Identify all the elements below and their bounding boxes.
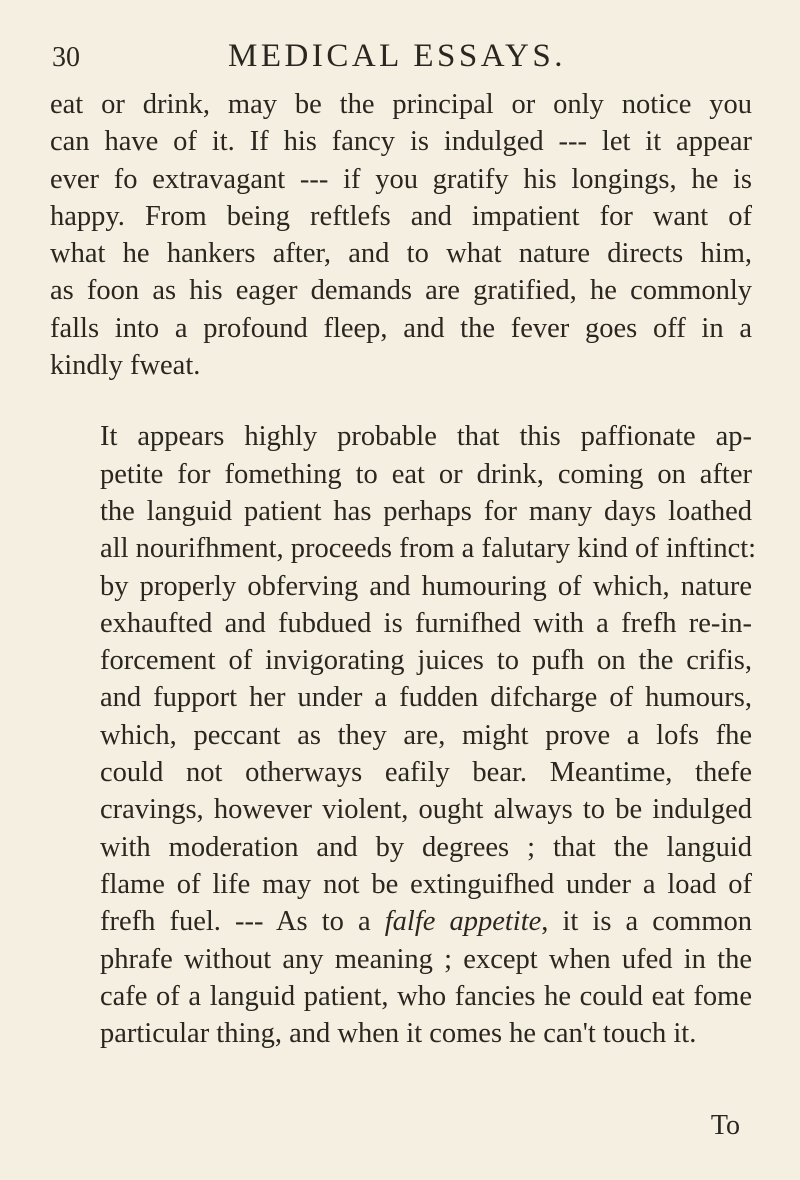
body-text [50, 86, 757, 1052]
text-line: the languid patient has perhaps for many days loathed [100, 495, 752, 527]
text-line: by properly obferving and humouring of which, nature [100, 570, 752, 602]
text-line: eat or drink, may be the principal or only notice you [50, 89, 752, 120]
text-run: frefh fuel. --- As to a [100, 906, 385, 938]
text-line: It appears highly probable that this paffionate ap- [100, 421, 752, 453]
text-line: can have of it. If his fancy is indulged --- let it appear [50, 126, 752, 158]
text-line: happy. From being reftlefs and impatient for want of [50, 200, 752, 232]
paragraph-2 [50, 418, 757, 1052]
italic-phrase: falfe appetite [384, 906, 542, 938]
page-header [50, 40, 750, 80]
text-line: petite for fomething to eat or drink, coming on after [100, 458, 752, 490]
text-line: and fupport her under a fudden difcharge of humours, [100, 682, 752, 714]
text-line: forcement of invigorating juices to pufh on the crifis, [100, 645, 752, 677]
text-line: ever fo extravagant --- if you gratify his longings, he is [50, 163, 752, 195]
running-title: MEDICAL ESSAYS. [228, 38, 566, 74]
text-line: what he hankers after, and to what nature directs him, [50, 238, 752, 270]
text-line: which, peccant as they are, might prove a lofs fhe [100, 719, 752, 751]
text-line: phrafe without any meaning ; except when ufed in the [100, 943, 752, 975]
text-line: as foon as his eager demands are gratified, he commonly [50, 275, 752, 307]
paragraph-1 [50, 86, 752, 384]
text-line: cravings, however violent, ought always to be indulged [100, 794, 752, 826]
text-line: with moderation and by degrees ; that the languid [100, 831, 752, 863]
text-line: falls into a profound fleep, and the fever goes off in a [50, 312, 752, 344]
text-line-with-italic [50, 903, 752, 940]
page-number: 30 [52, 42, 80, 73]
catchword: To [710, 1110, 740, 1141]
text-line: exhaufted and fubdued is furnifhed with a frefh re-in- [100, 607, 752, 639]
text-run: , it is a common [541, 906, 752, 938]
text-line: could not otherways eafily bear. Meantime, thefe [100, 757, 752, 789]
text-line: flame of life may not be extinguifhed under a load of [100, 868, 752, 900]
text-line: kindly fweat. [50, 350, 201, 382]
text-line: particular thing, and when it comes he can't touch it. [100, 1018, 697, 1050]
text-line: all nourifhment, proceeds from a falutary kind of inftinct: [100, 533, 757, 565]
text-line: cafe of a languid patient, who fancies he could eat fome [100, 980, 752, 1012]
